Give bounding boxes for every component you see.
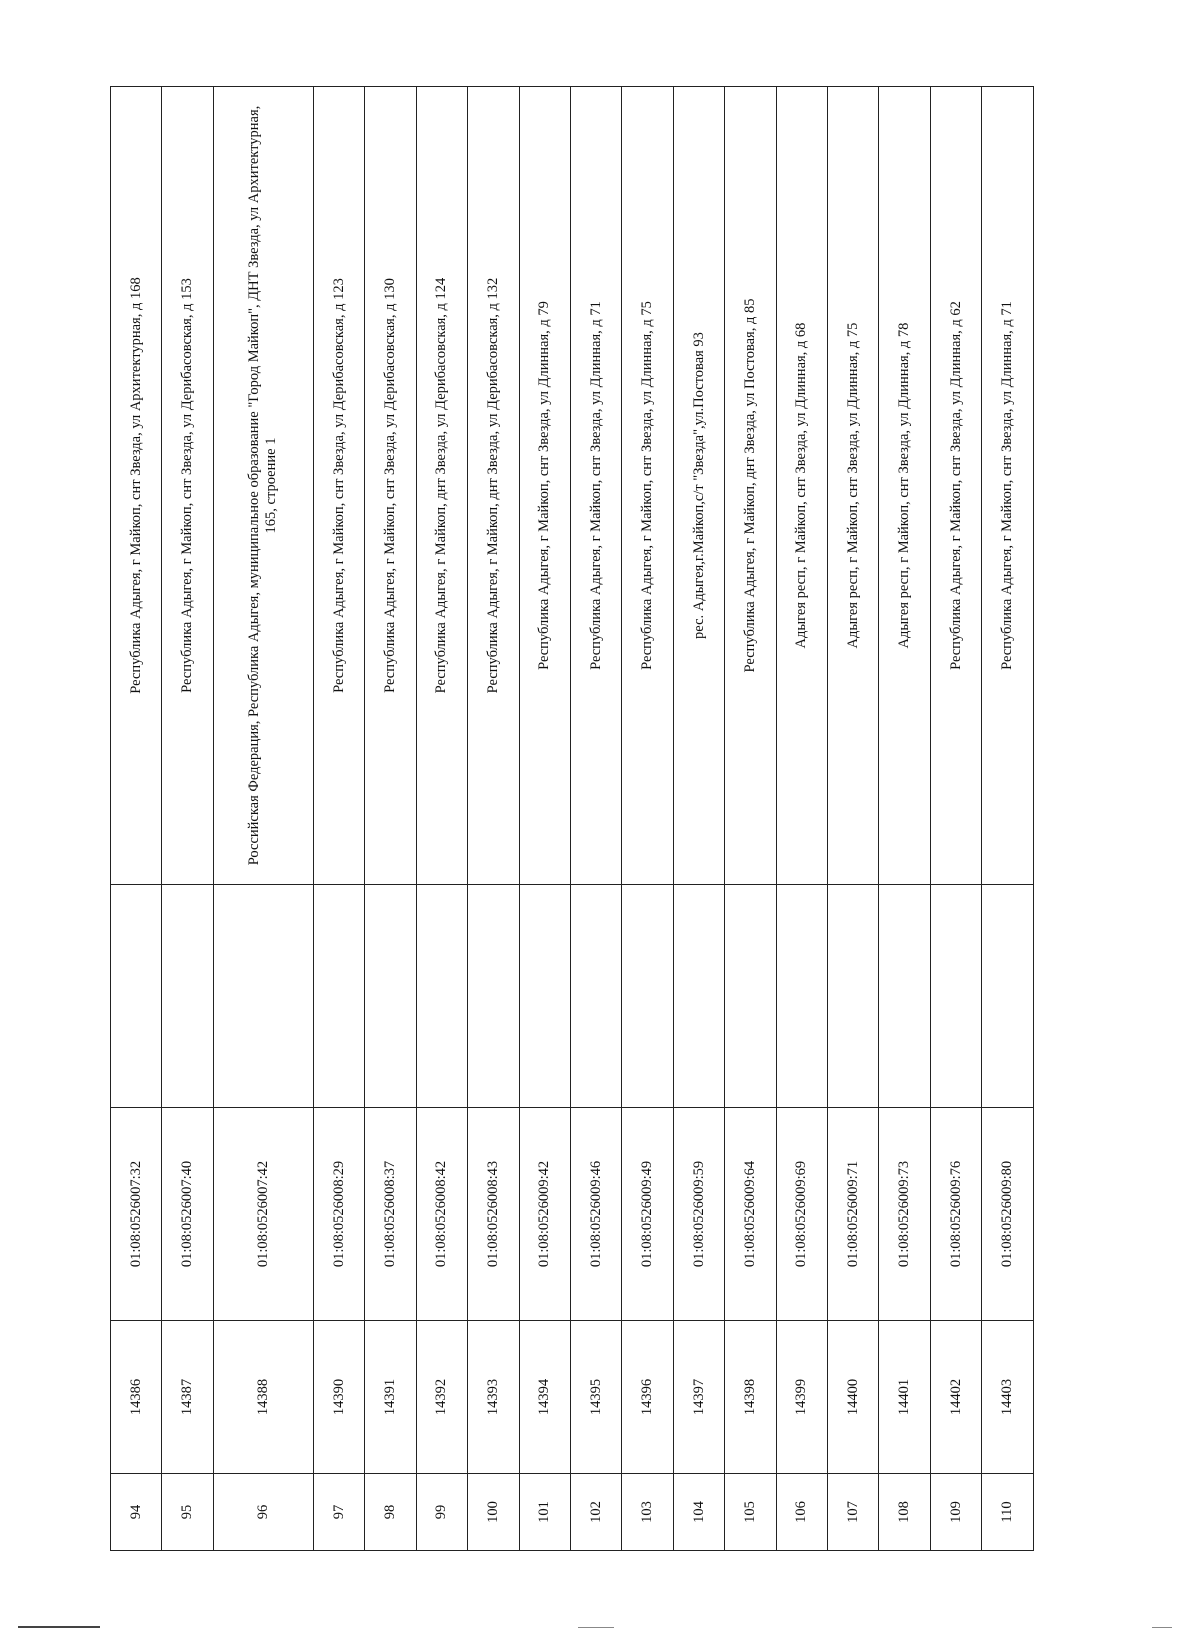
address-cell: Республика Адыгея, г Майкоп, снт Звезда, ул Длинная, д 71: [982, 87, 1034, 885]
row-number-cell: 98: [365, 1474, 416, 1551]
cadastral-number-cell: 01:08:0526009:69: [776, 1108, 827, 1321]
row-number-cell: 110: [982, 1474, 1034, 1551]
address-cell: Республика Адыгея, г Майкоп, снт Звезда, ул Длинная, д 75: [622, 87, 673, 885]
record-id-cell: 14400: [828, 1321, 879, 1474]
address-cell: Республика Адыгея, г Майкоп, снт Звезда, ул Длинная, д 71: [570, 87, 621, 885]
record-id-cell: 14394: [519, 1321, 570, 1474]
record-id-cell: 14402: [930, 1321, 981, 1474]
cadastral-number-cell: 01:08:0526009:76: [930, 1108, 981, 1321]
empty-cell: [776, 885, 827, 1108]
record-id-cell: 14395: [570, 1321, 621, 1474]
record-id-cell: 14403: [982, 1321, 1034, 1474]
empty-cell: [828, 885, 879, 1108]
record-id-cell: 14396: [622, 1321, 673, 1474]
scan-edge-line: [1152, 1627, 1172, 1628]
cadastral-number-cell: 01:08:0526009:80: [982, 1108, 1034, 1321]
empty-cell: [111, 885, 162, 1108]
table-row: [213, 87, 313, 1551]
row-number-cell: 97: [313, 1474, 364, 1551]
address-cell: Республика Адыгея, г Майкоп, снт Звезда, ул Длинная, д 79: [519, 87, 570, 885]
table-row: [162, 87, 213, 1551]
record-id-cell: 14399: [776, 1321, 827, 1474]
address-cell: Республика Адыгея, г Майкоп, снт Звезда, ул Архитектурная, д 168: [111, 87, 162, 885]
table-row: [930, 87, 981, 1551]
row-number-cell: 102: [570, 1474, 621, 1551]
registry-table: [110, 86, 1034, 1551]
empty-cell: [365, 885, 416, 1108]
row-number-cell: 107: [828, 1474, 879, 1551]
cadastral-number-cell: 01:08:0526009:49: [622, 1108, 673, 1321]
table-row: [416, 87, 467, 1551]
empty-cell: [162, 885, 213, 1108]
address-cell: Республика Адыгея, г Майкоп, днт Звезда, ул Дерибасовская, д 124: [416, 87, 467, 885]
cadastral-number-cell: 01:08:0526009:59: [673, 1108, 724, 1321]
row-number-cell: 99: [416, 1474, 467, 1551]
record-id-cell: 14388: [213, 1321, 313, 1474]
empty-cell: [213, 885, 313, 1108]
table-row: [519, 87, 570, 1551]
address-cell: Адыгея респ, г Майкоп, снт Звезда, ул Длинная, д 75: [828, 87, 879, 885]
empty-cell: [313, 885, 364, 1108]
row-number-cell: 103: [622, 1474, 673, 1551]
cadastral-number-cell: 01:08:0526008:42: [416, 1108, 467, 1321]
address-cell: Республика Адыгея, г Майкоп, днт Звезда, ул Дерибасовская, д 132: [468, 87, 519, 885]
table-row: [673, 87, 724, 1551]
record-id-cell: 14398: [725, 1321, 776, 1474]
row-number-cell: 108: [879, 1474, 930, 1551]
row-number-cell: 104: [673, 1474, 724, 1551]
cadastral-number-cell: 01:08:0526008:29: [313, 1108, 364, 1321]
table-row: [982, 87, 1034, 1551]
record-id-cell: 14387: [162, 1321, 213, 1474]
scan-edge-line: [578, 1627, 614, 1628]
address-cell: Республика Адыгея, г Майкоп, снт Звезда, ул Дерибасовская, д 130: [365, 87, 416, 885]
address-cell: рес. Адыгея,г.Майкоп,с/т "Звезда",ул.Постовая 93: [673, 87, 724, 885]
cadastral-number-cell: 01:08:0526007:42: [213, 1108, 313, 1321]
table-row: [468, 87, 519, 1551]
rotated-table-container: [110, 86, 1034, 1551]
empty-cell: [519, 885, 570, 1108]
cadastral-number-cell: 01:08:0526009:73: [879, 1108, 930, 1321]
cadastral-number-cell: 01:08:0526008:43: [468, 1108, 519, 1321]
empty-cell: [673, 885, 724, 1108]
table-row: [570, 87, 621, 1551]
address-cell: Республика Адыгея, г Майкоп, снт Звезда, ул Дерибасовская, д 153: [162, 87, 213, 885]
record-id-cell: 14390: [313, 1321, 364, 1474]
scan-edge-line: [18, 1626, 100, 1628]
cadastral-number-cell: 01:08:0526009:64: [725, 1108, 776, 1321]
record-id-cell: 14397: [673, 1321, 724, 1474]
row-number-cell: 106: [776, 1474, 827, 1551]
table-row: [111, 87, 162, 1551]
empty-cell: [725, 885, 776, 1108]
record-id-cell: 14386: [111, 1321, 162, 1474]
cadastral-number-cell: 01:08:0526008:37: [365, 1108, 416, 1321]
empty-cell: [622, 885, 673, 1108]
record-id-cell: 14393: [468, 1321, 519, 1474]
row-number-cell: 101: [519, 1474, 570, 1551]
table-row: [313, 87, 364, 1551]
table-row: [622, 87, 673, 1551]
row-number-cell: 96: [213, 1474, 313, 1551]
cadastral-number-cell: 01:08:0526009:46: [570, 1108, 621, 1321]
row-number-cell: 109: [930, 1474, 981, 1551]
record-id-cell: 14392: [416, 1321, 467, 1474]
address-cell: Адыгея респ, г Майкоп, снт Звезда, ул Длинная, д 68: [776, 87, 827, 885]
empty-cell: [982, 885, 1034, 1108]
row-number-cell: 100: [468, 1474, 519, 1551]
empty-cell: [930, 885, 981, 1108]
table-row: [725, 87, 776, 1551]
cadastral-number-cell: 01:08:0526009:71: [828, 1108, 879, 1321]
empty-cell: [570, 885, 621, 1108]
cadastral-number-cell: 01:08:0526007:40: [162, 1108, 213, 1321]
table-row: [365, 87, 416, 1551]
cadastral-number-cell: 01:08:0526009:42: [519, 1108, 570, 1321]
empty-cell: [416, 885, 467, 1108]
address-cell: Российская Федерация, Республика Адыгея, муниципальное образование "Город Майкоп", ДНТ Звезда, ул Архитектурная, 165, строение 1: [213, 87, 313, 885]
row-number-cell: 95: [162, 1474, 213, 1551]
address-cell: Республика Адыгея, г Майкоп, снт Звезда, ул Длинная, д 62: [930, 87, 981, 885]
row-number-cell: 94: [111, 1474, 162, 1551]
address-cell: Адыгея респ, г Майкоп, снт Звезда, ул Длинная, д 78: [879, 87, 930, 885]
empty-cell: [468, 885, 519, 1108]
empty-cell: [879, 885, 930, 1108]
row-number-cell: 105: [725, 1474, 776, 1551]
record-id-cell: 14391: [365, 1321, 416, 1474]
table-row: [776, 87, 827, 1551]
table-row: [828, 87, 879, 1551]
registry-table-body: [111, 87, 1034, 1551]
address-cell: Республика Адыгея, г Майкоп, снт Звезда, ул Дерибасовская, д 123: [313, 87, 364, 885]
record-id-cell: 14401: [879, 1321, 930, 1474]
address-cell: Республика Адыгея, г Майкоп, днт Звезда, ул Постовая, д 85: [725, 87, 776, 885]
cadastral-number-cell: 01:08:0526007:32: [111, 1108, 162, 1321]
table-row: [879, 87, 930, 1551]
